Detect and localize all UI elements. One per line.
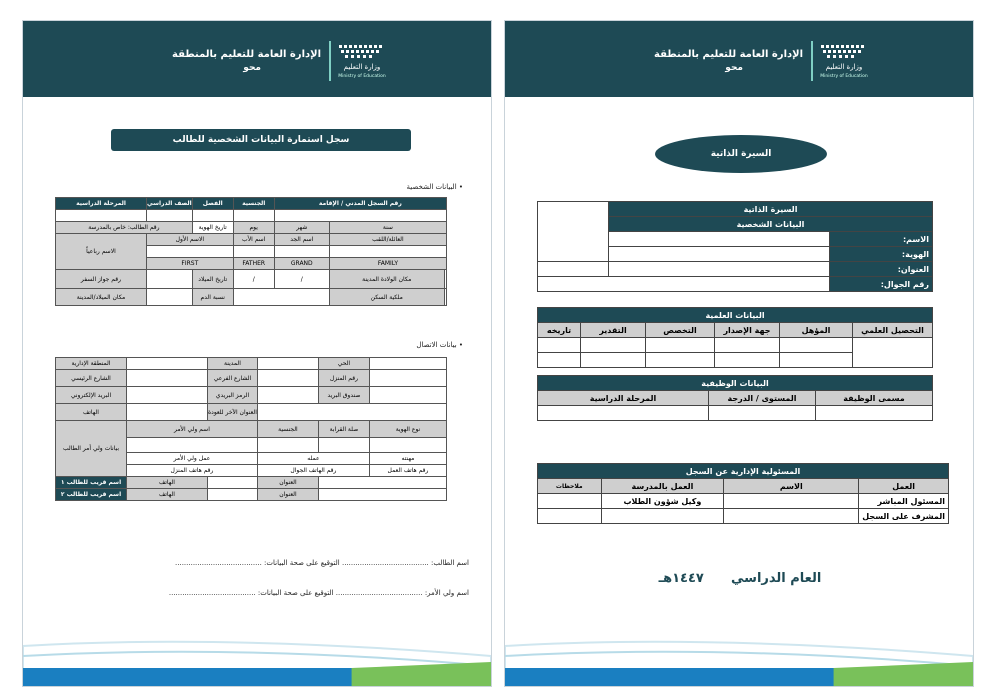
empty-cell[interactable] — [780, 353, 853, 368]
empty-cell[interactable] — [780, 338, 853, 353]
resp-head: المسئولية الإدارية عن السجل — [538, 464, 949, 479]
resp-r1-name[interactable] — [724, 494, 859, 509]
cell-work: عمله — [257, 453, 369, 465]
cell-birth-date: تاريخ الميلاد — [192, 270, 233, 289]
sig1-dots2: ....................................... — [175, 559, 262, 567]
empty-cell[interactable] — [56, 210, 147, 222]
page-header — [505, 21, 973, 97]
cell-father-name: اسم الأب — [233, 234, 274, 246]
empty-cell[interactable] — [127, 438, 258, 453]
label-mobile: رقم الجوال: — [830, 277, 933, 292]
address-value[interactable] — [609, 262, 830, 277]
sig2-name: اسم ولي الأمر: — [424, 589, 469, 597]
label-id: الهوية: — [830, 247, 933, 262]
label-address: العنوان: — [830, 262, 933, 277]
section-contact: • بيانات الاتصال — [416, 341, 463, 349]
empty-cell[interactable] — [257, 387, 318, 404]
logo-en-text: Ministry of Education — [820, 74, 868, 79]
cell-blood: نسبة الدم — [192, 289, 233, 306]
resp-r1-job: وكيل شؤون الطلاب — [601, 494, 724, 509]
header-line2: محو — [243, 63, 261, 73]
cell-grand-name: اسم الجد — [274, 234, 329, 246]
cell-house-number: رقم المنزل — [318, 370, 369, 387]
contact-table — [55, 357, 447, 501]
empty-cell[interactable] — [257, 358, 318, 370]
cell-family-en: FAMILY — [329, 258, 446, 270]
empty-cell[interactable] — [274, 210, 446, 222]
cell-stage: المرحلة الدراسية — [56, 198, 147, 210]
logo-en-text: Ministry of Education — [338, 74, 386, 79]
cell-nationality: الجنسية — [233, 198, 274, 210]
empty-cell[interactable] — [147, 289, 193, 306]
name-value[interactable] — [609, 232, 830, 247]
header-divider — [811, 41, 813, 81]
empty-cell[interactable] — [127, 370, 208, 387]
cell-near1-phone-lbl: الهاتف — [127, 477, 208, 489]
header-text — [172, 49, 321, 73]
cell-id-type: نوع الهوية — [369, 421, 446, 438]
cell-guardian-work: عمل ولي الأمر — [127, 453, 258, 465]
header-divider — [329, 41, 331, 81]
cell-birth-city: مكان الميلاد/المدينة — [56, 289, 147, 306]
empty-cell[interactable] — [318, 477, 446, 489]
cell-guardian-name: اسم ولي الأمر — [127, 421, 258, 438]
job-col-level: المستوى / الدرجة — [709, 391, 816, 406]
sig2-dots: ....................................... — [335, 589, 423, 597]
empty-cell[interactable] — [538, 338, 581, 353]
cell-guardian-data: بيانات ولي أمر الطالب — [56, 421, 127, 477]
empty-cell[interactable] — [257, 438, 318, 453]
address-extra[interactable] — [538, 262, 609, 277]
empty-cell[interactable] — [369, 370, 446, 387]
cell-full-name: الاسم رباعياً — [56, 234, 147, 270]
cell-id-date: تاريخ الهوية — [192, 222, 233, 234]
cell-phone: الهاتف — [56, 404, 127, 421]
footer-wave — [505, 616, 973, 686]
empty-cell[interactable] — [329, 246, 446, 258]
cell-mobile: رقم الهاتف الجوال — [257, 465, 369, 477]
cell-family-name: العائلة/اللقب — [329, 234, 446, 246]
ministry-logo-icon — [815, 41, 873, 81]
header-line1: الإدارة العامة للتعليم بالمنطقة — [654, 49, 803, 60]
empty-cell[interactable] — [318, 489, 446, 501]
empty-cell[interactable] — [147, 246, 234, 258]
signature-student — [175, 559, 469, 567]
resp-r2-job[interactable] — [601, 509, 724, 524]
resp-r2-work: المشرف على السجل — [859, 509, 949, 524]
logo-ar-text: وزارة التعليم — [343, 63, 381, 71]
empty-cell[interactable] — [444, 270, 446, 289]
table1-head2: البيانات الشخصية — [609, 217, 933, 232]
footer-wave — [23, 616, 491, 686]
empty-cell[interactable] — [127, 358, 208, 370]
empty-cell[interactable] — [715, 338, 780, 353]
job-col-title: مسمى الوظيفة — [816, 391, 933, 406]
cell-sub-street: الشارع الفرعي — [208, 370, 258, 387]
edu-col-qualification: المؤهل — [780, 323, 853, 338]
page-header — [23, 21, 491, 97]
bio-personal-table — [537, 201, 933, 292]
cell-relation: صلة القرابة — [318, 421, 369, 438]
header-text — [654, 49, 803, 73]
empty-cell[interactable] — [369, 358, 446, 370]
empty-cell[interactable] — [208, 489, 258, 501]
section-contact-label: بيانات الاتصال — [416, 341, 457, 349]
empty-cell[interactable] — [581, 338, 646, 353]
cell-district: الحي — [318, 358, 369, 370]
resp-r1-notes[interactable] — [538, 494, 602, 509]
cell-home-phone: رقم هاتف المنزل — [127, 465, 258, 477]
cell-region: المنطقة الإدارية — [56, 358, 127, 370]
cell-slash: / — [274, 270, 329, 289]
section-personal: • البيانات الشخصية — [406, 183, 463, 191]
header-line2: محو — [725, 63, 743, 73]
cell-city: المدينة — [208, 358, 258, 370]
sig1-dots: ....................................... — [341, 559, 429, 567]
empty-cell[interactable] — [147, 210, 193, 222]
edu-col-date: تاريخه — [538, 323, 581, 338]
cell-day: يوم — [233, 222, 274, 234]
empty-cell[interactable] — [208, 477, 258, 489]
resp-r1-work: المسئول المباشر — [859, 494, 949, 509]
logo-ar-text: وزارة التعليم — [825, 63, 863, 71]
cell-work-phone: رقم هاتف العمل — [369, 465, 446, 477]
cell-father-en: FATHER — [233, 258, 274, 270]
empty-cell[interactable] — [257, 404, 446, 421]
cell-guardian-nationality: الجنسية — [257, 421, 318, 438]
responsibility-table — [537, 463, 949, 524]
right-page — [504, 20, 974, 687]
education-table — [537, 307, 933, 368]
cell-passport: رقم جواز السفر — [56, 270, 147, 289]
year-label: العام الدراسي — [731, 571, 822, 586]
resp-col-name: الاسم — [724, 479, 859, 494]
cell-po-box: صندوق البريد — [318, 387, 369, 404]
empty-cell[interactable] — [369, 438, 446, 453]
empty-cell[interactable] — [444, 289, 446, 306]
cell-postal-code: الرمز البريدي — [208, 387, 258, 404]
sig1-name: اسم الطالب: — [430, 559, 469, 567]
cell-main-street: الشارع الرئيسي — [56, 370, 127, 387]
empty-cell[interactable] — [233, 289, 329, 306]
resp-col-notes: ملاحظات — [538, 479, 602, 494]
bio-title-oval: السيرة الذاتية — [655, 135, 827, 173]
empty-cell[interactable] — [192, 210, 233, 222]
edu-col-major: التخصص — [646, 323, 715, 338]
resp-r2-name[interactable] — [724, 509, 859, 524]
cell-near1-addr-lbl: العنوان — [257, 477, 318, 489]
cell-id-number: رقم السجل المدني / الإقامة — [274, 198, 446, 210]
id-value[interactable] — [609, 247, 830, 262]
cell-other-address: العنوان الآخر للعودة — [208, 404, 258, 421]
sig1-text: التوقيع على صحة البيانات: — [264, 559, 340, 567]
cell-housing: ملكية السكن — [329, 289, 444, 306]
signature-guardian — [169, 589, 469, 597]
empty-cell[interactable] — [233, 210, 274, 222]
cell-email: البريد الإلكتروني — [56, 387, 127, 404]
resp-r2-notes[interactable] — [538, 509, 602, 524]
year-value: ١٤٤٧هـ — [658, 571, 704, 586]
photo-box[interactable] — [538, 202, 609, 262]
cell-class: الفصل — [192, 198, 233, 210]
empty-cell[interactable] — [646, 353, 715, 368]
job-table — [537, 375, 933, 421]
cell-year: سنة — [329, 222, 446, 234]
resp-col-job: العمل بالمدرسة — [601, 479, 724, 494]
empty-cell[interactable] — [233, 246, 274, 258]
section-personal-label: البيانات الشخصية — [406, 183, 457, 191]
sig2-text: التوقيع على صحة البيانات: — [257, 589, 334, 597]
cell-first-en: FIRST — [147, 258, 234, 270]
empty-cell[interactable] — [538, 353, 581, 368]
resp-col-work: العمل — [859, 479, 949, 494]
edu-head: البيانات العلمية — [538, 308, 933, 323]
table1-head1: السيرة الذاتية — [609, 202, 933, 217]
empty-cell[interactable] — [581, 353, 646, 368]
cell-first-name: الاسم الأول — [147, 234, 234, 246]
empty-cell[interactable] — [816, 406, 933, 421]
cell-student-number: رقم الطالب: خاص بالمدرسة — [56, 222, 193, 234]
edu-col-grade: التقدير — [581, 323, 646, 338]
personal-data-table — [55, 197, 447, 306]
header-line1: الإدارة العامة للتعليم بالمنطقة — [172, 49, 321, 60]
label-name: الاسم: — [830, 232, 933, 247]
edu-col-issuer: جهة الإصدار — [715, 323, 780, 338]
empty-cell[interactable] — [257, 370, 318, 387]
cell-near2-addr-lbl: العنوان — [257, 489, 318, 501]
empty-cell[interactable] — [538, 406, 709, 421]
empty-cell[interactable] — [147, 270, 193, 289]
left-page — [22, 20, 492, 687]
cell-grand-en: GRAND — [274, 258, 329, 270]
job-head: البيانات الوظيفية — [538, 376, 933, 391]
cell-slash: / — [233, 270, 274, 289]
empty-cell[interactable] — [715, 353, 780, 368]
academic-year — [645, 571, 835, 586]
cell-birth-place: مكان الولادة المدينة — [329, 270, 444, 289]
mobile-value[interactable] — [538, 277, 830, 292]
empty-cell[interactable] — [274, 246, 329, 258]
empty-cell[interactable] — [318, 438, 369, 453]
ministry-logo-icon — [333, 41, 391, 81]
cell-near2: اسم قريب للطالب ٢ — [56, 489, 127, 501]
edu-col-achievement: التحصيل العلمي — [853, 323, 933, 338]
empty-cell[interactable] — [127, 387, 208, 404]
cell-month: شهر — [274, 222, 329, 234]
cell-near1: اسم قريب للطالب ١ — [56, 477, 127, 489]
sig2-dots2: ....................................... — [168, 589, 256, 597]
cell-grade: الصف الدراسي — [147, 198, 193, 210]
cell-near2-phone-lbl: الهاتف — [127, 489, 208, 501]
empty-cell[interactable] — [127, 404, 208, 421]
cell-profession: مهنته — [369, 453, 446, 465]
form-title: سجل استمارة البيانات الشخصية للطالب — [111, 129, 411, 151]
empty-cell[interactable] — [853, 338, 933, 368]
empty-cell[interactable] — [369, 387, 446, 404]
empty-cell[interactable] — [646, 338, 715, 353]
empty-cell[interactable] — [709, 406, 816, 421]
job-col-stage: المرحلة الدراسية — [538, 391, 709, 406]
